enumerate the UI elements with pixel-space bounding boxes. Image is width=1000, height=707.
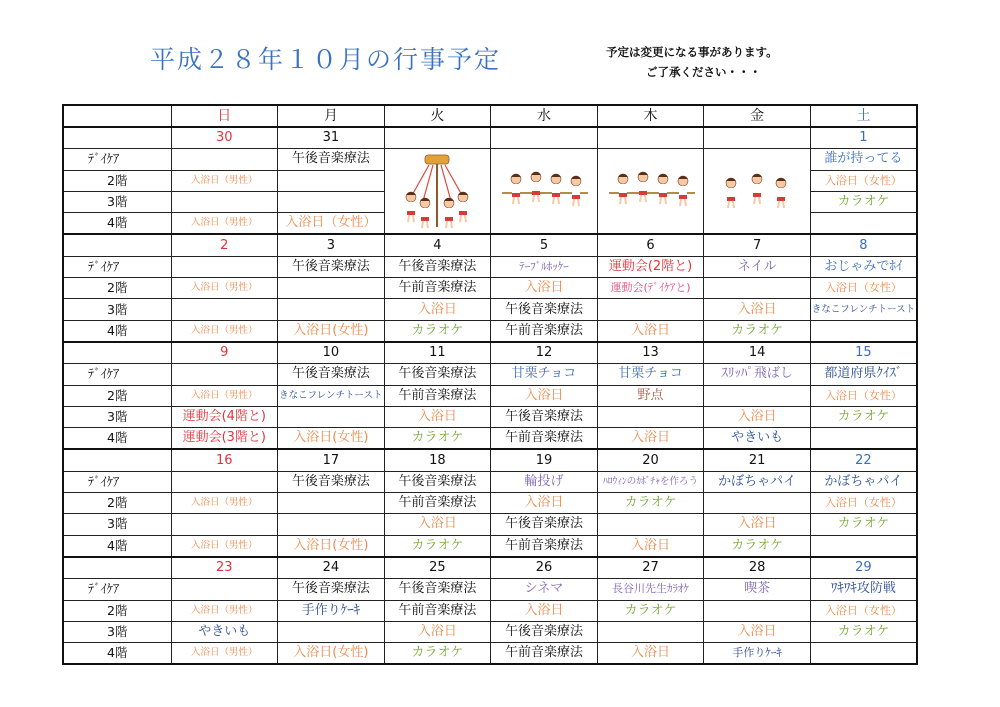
floor-label: 4階 bbox=[63, 643, 171, 665]
date-number: 8 bbox=[810, 234, 917, 256]
schedule-cell: 入浴日(女性) bbox=[278, 535, 385, 557]
schedule-cell: カラオケ bbox=[810, 621, 917, 642]
date-number: 26 bbox=[491, 557, 598, 579]
schedule-cell: 入浴日（男性） bbox=[171, 493, 278, 514]
activity-row bbox=[63, 149, 917, 170]
date-row bbox=[63, 234, 917, 256]
schedule-cell: カラオケ bbox=[810, 406, 917, 427]
activity-row bbox=[63, 385, 917, 406]
floor-label: 2階 bbox=[63, 170, 171, 191]
schedule-cell: 入浴日（男性） bbox=[171, 170, 278, 191]
schedule-cell: 長谷川先生ｶﾗｵｹ bbox=[597, 579, 704, 600]
date-number: 3 bbox=[278, 234, 385, 256]
date-number: 9 bbox=[171, 342, 278, 364]
schedule-cell: ﾊﾛｳｨﾝのｶﾎﾞﾁｬを作ろう bbox=[597, 471, 704, 492]
schedule-cell bbox=[704, 600, 811, 621]
schedule-cell: 午前音楽療法 bbox=[384, 385, 491, 406]
floor-label: ﾃﾞｲｹｱ bbox=[63, 579, 171, 600]
schedule-cell: カラオケ bbox=[810, 191, 917, 212]
schedule-cell bbox=[171, 514, 278, 535]
activity-row bbox=[63, 579, 917, 600]
activity-row bbox=[63, 643, 917, 665]
schedule-cell bbox=[171, 471, 278, 492]
schedule-cell: やきいも bbox=[171, 621, 278, 642]
maypole-dance-icon bbox=[384, 149, 491, 235]
schedule-cell bbox=[278, 278, 385, 299]
schedule-cell: 入浴日（男性） bbox=[171, 535, 278, 557]
date-number: 23 bbox=[171, 557, 278, 579]
activity-row bbox=[63, 600, 917, 621]
date-number bbox=[491, 127, 598, 149]
schedule-cell: 入浴日 bbox=[704, 514, 811, 535]
schedule-cell: やきいも bbox=[704, 428, 811, 450]
schedule-cell: シネマ bbox=[491, 579, 598, 600]
schedule-cell: 入浴日（女性） bbox=[810, 385, 917, 406]
schedule-cell: 午後音楽療法 bbox=[491, 299, 598, 320]
schedule-cell: 運動会(3階と) bbox=[171, 428, 278, 450]
schedule-cell bbox=[704, 385, 811, 406]
activity-row bbox=[63, 428, 917, 450]
schedule-cell: 喫茶 bbox=[704, 579, 811, 600]
date-number bbox=[384, 127, 491, 149]
schedule-cell bbox=[810, 320, 917, 342]
floor-label: 3階 bbox=[63, 406, 171, 427]
schedule-cell: 午後音楽療法 bbox=[384, 579, 491, 600]
date-row-spacer bbox=[63, 449, 171, 471]
date-row bbox=[63, 127, 917, 149]
date-number: 13 bbox=[597, 342, 704, 364]
floor-label: 3階 bbox=[63, 191, 171, 212]
schedule-cell bbox=[597, 406, 704, 427]
date-number: 20 bbox=[597, 449, 704, 471]
schedule-cell: 入浴日（男性） bbox=[171, 643, 278, 665]
date-number: 22 bbox=[810, 449, 917, 471]
notice-line-2: ご了承ください・・・ bbox=[646, 65, 761, 79]
schedule-cell: 午後音楽療法 bbox=[278, 149, 385, 170]
activity-row bbox=[63, 320, 917, 342]
schedule-cell: 午前音楽療法 bbox=[491, 320, 598, 342]
schedule-cell: 野点 bbox=[597, 385, 704, 406]
schedule-cell: 午後音楽療法 bbox=[491, 621, 598, 642]
date-row bbox=[63, 557, 917, 579]
schedule-cell: 午前音楽療法 bbox=[384, 493, 491, 514]
schedule-cell: 入浴日 bbox=[597, 428, 704, 450]
schedule-cell: カラオケ bbox=[384, 643, 491, 665]
schedule-cell: ネイル bbox=[704, 256, 811, 277]
schedule-cell: 午前音楽療法 bbox=[491, 535, 598, 557]
schedule-cell bbox=[597, 299, 704, 320]
floor-label: 3階 bbox=[63, 514, 171, 535]
weekday-label: 月 bbox=[278, 105, 385, 127]
schedule-cell: 運動会(2階と) bbox=[597, 256, 704, 277]
schedule-cell: 入浴日（男性） bbox=[171, 278, 278, 299]
schedule-table bbox=[62, 104, 918, 665]
date-number: 24 bbox=[278, 557, 385, 579]
date-number: 5 bbox=[491, 234, 598, 256]
date-number: 2 bbox=[171, 234, 278, 256]
date-number: 1 bbox=[810, 127, 917, 149]
schedule-cell bbox=[278, 406, 385, 427]
schedule-cell bbox=[810, 213, 917, 235]
floor-label: 2階 bbox=[63, 385, 171, 406]
floor-label: 2階 bbox=[63, 600, 171, 621]
schedule-cell: 入浴日(女性) bbox=[278, 643, 385, 665]
schedule-cell: 都道府県ｸｲｽﾞ bbox=[810, 364, 917, 385]
schedule-cell: 入浴日 bbox=[704, 299, 811, 320]
activity-row bbox=[63, 406, 917, 427]
schedule-cell: かぼちゃパイ bbox=[704, 471, 811, 492]
schedule-cell: 入浴日 bbox=[384, 514, 491, 535]
date-number: 18 bbox=[384, 449, 491, 471]
schedule-cell bbox=[171, 149, 278, 170]
date-number: 7 bbox=[704, 234, 811, 256]
activity-row bbox=[63, 471, 917, 492]
date-number: 25 bbox=[384, 557, 491, 579]
activity-row bbox=[63, 256, 917, 277]
floor-label: 4階 bbox=[63, 535, 171, 557]
schedule-cell: カラオケ bbox=[597, 493, 704, 514]
schedule-cell: 入浴日 bbox=[491, 493, 598, 514]
schedule-cell: 入浴日（女性） bbox=[278, 213, 385, 235]
schedule-cell: 午後音楽療法 bbox=[278, 256, 385, 277]
change-notice bbox=[606, 42, 778, 82]
floor-label: ﾃﾞｲｹｱ bbox=[63, 149, 171, 170]
schedule-cell: きなこフレンチトースト bbox=[810, 299, 917, 320]
schedule-cell bbox=[171, 579, 278, 600]
date-row-spacer bbox=[63, 234, 171, 256]
date-row-spacer bbox=[63, 342, 171, 364]
schedule-cell: 入浴日 bbox=[491, 600, 598, 621]
schedule-cell: 入浴日 bbox=[384, 621, 491, 642]
schedule-cell: 甘栗チョコ bbox=[491, 364, 598, 385]
date-number: 12 bbox=[491, 342, 598, 364]
date-number: 11 bbox=[384, 342, 491, 364]
activity-row bbox=[63, 278, 917, 299]
schedule-cell: 入浴日（男性） bbox=[171, 213, 278, 235]
schedule-cell: 入浴日 bbox=[384, 299, 491, 320]
date-number: 10 bbox=[278, 342, 385, 364]
weekday-label: 金 bbox=[704, 105, 811, 127]
floor-label: 4階 bbox=[63, 320, 171, 342]
schedule-cell: 午前音楽療法 bbox=[491, 428, 598, 450]
schedule-cell: 入浴日(女性) bbox=[278, 428, 385, 450]
schedule-cell: かぼちゃパイ bbox=[810, 471, 917, 492]
schedule-cell bbox=[810, 643, 917, 665]
weekday-label: 火 bbox=[384, 105, 491, 127]
date-number: 16 bbox=[171, 449, 278, 471]
date-number: 4 bbox=[384, 234, 491, 256]
schedule-cell: 入浴日（男性） bbox=[171, 385, 278, 406]
date-number: 29 bbox=[810, 557, 917, 579]
schedule-cell bbox=[704, 278, 811, 299]
notice-line-1: 予定は変更になる事があります。 bbox=[606, 45, 778, 59]
schedule-cell: カラオケ bbox=[597, 600, 704, 621]
date-number bbox=[597, 127, 704, 149]
schedule-cell: カラオケ bbox=[384, 320, 491, 342]
schedule-cell: 入浴日 bbox=[597, 535, 704, 557]
weekday-label: 日 bbox=[171, 105, 278, 127]
schedule-cell bbox=[278, 493, 385, 514]
schedule-cell: 入浴日（女性） bbox=[810, 170, 917, 191]
floor-label: 2階 bbox=[63, 493, 171, 514]
schedule-cell: 午前音楽療法 bbox=[384, 278, 491, 299]
schedule-cell: 入浴日（女性） bbox=[810, 493, 917, 514]
schedule-cell bbox=[810, 535, 917, 557]
weekday-label: 土 bbox=[810, 105, 917, 127]
tug-of-war-icon bbox=[491, 149, 598, 235]
date-number: 14 bbox=[704, 342, 811, 364]
schedule-cell: 午後音楽療法 bbox=[491, 514, 598, 535]
schedule-cell: カラオケ bbox=[704, 320, 811, 342]
schedule-cell: きなこフレンチトースト bbox=[278, 385, 385, 406]
schedule-cell: 入浴日（男性） bbox=[171, 320, 278, 342]
schedule-cell bbox=[704, 493, 811, 514]
floor-label: 3階 bbox=[63, 621, 171, 642]
weekday-label: 水 bbox=[491, 105, 598, 127]
floor-label: ﾃﾞｲｹｱ bbox=[63, 364, 171, 385]
schedule-cell: 入浴日 bbox=[384, 406, 491, 427]
schedule-cell: カラオケ bbox=[704, 535, 811, 557]
floor-label: ﾃﾞｲｹｱ bbox=[63, 471, 171, 492]
activity-row bbox=[63, 514, 917, 535]
schedule-cell: 輪投げ bbox=[491, 471, 598, 492]
schedule-cell: 誰が持ってる bbox=[810, 149, 917, 170]
schedule-cell: 甘栗チョコ bbox=[597, 364, 704, 385]
schedule-cell bbox=[597, 514, 704, 535]
weekday-label: 木 bbox=[597, 105, 704, 127]
floor-label: 4階 bbox=[63, 428, 171, 450]
date-number: 31 bbox=[278, 127, 385, 149]
activity-row bbox=[63, 621, 917, 642]
date-number: 27 bbox=[597, 557, 704, 579]
floor-label: 2階 bbox=[63, 278, 171, 299]
relay-race-icon bbox=[704, 149, 811, 235]
schedule-cell: 入浴日（女性） bbox=[810, 600, 917, 621]
schedule-cell bbox=[278, 170, 385, 191]
date-row-spacer bbox=[63, 127, 171, 149]
schedule-cell: 午後音楽療法 bbox=[384, 364, 491, 385]
date-number: 17 bbox=[278, 449, 385, 471]
schedule-cell: 入浴日(女性) bbox=[278, 320, 385, 342]
schedule-cell: 午後音楽療法 bbox=[491, 406, 598, 427]
date-row-spacer bbox=[63, 557, 171, 579]
schedule-cell bbox=[171, 299, 278, 320]
schedule-cell bbox=[810, 428, 917, 450]
schedule-cell bbox=[171, 256, 278, 277]
date-number: 28 bbox=[704, 557, 811, 579]
date-number: 21 bbox=[704, 449, 811, 471]
date-number bbox=[704, 127, 811, 149]
schedule-cell: カラオケ bbox=[810, 514, 917, 535]
schedule-cell: 手作りｹｰｷ bbox=[278, 600, 385, 621]
schedule-cell: 午後音楽療法 bbox=[278, 364, 385, 385]
schedule-cell: 運動会(ﾃﾞｲｹｱと) bbox=[597, 278, 704, 299]
date-number: 19 bbox=[491, 449, 598, 471]
schedule-cell: おじゃみでﾎｲ bbox=[810, 256, 917, 277]
schedule-cell: 午後音楽療法 bbox=[384, 256, 491, 277]
schedule-cell: カラオケ bbox=[384, 535, 491, 557]
schedule-cell: 午前音楽療法 bbox=[384, 600, 491, 621]
schedule-cell: 入浴日（女性） bbox=[810, 278, 917, 299]
date-row bbox=[63, 342, 917, 364]
schedule-cell: 入浴日 bbox=[597, 320, 704, 342]
weekday-header-row bbox=[63, 105, 917, 127]
activity-row bbox=[63, 493, 917, 514]
schedule-cell: 入浴日 bbox=[491, 385, 598, 406]
schedule-cell: 入浴日（男性） bbox=[171, 600, 278, 621]
schedule-cell: ｽﾘｯﾊﾟ飛ばし bbox=[704, 364, 811, 385]
floor-label: ﾃﾞｲｹｱ bbox=[63, 256, 171, 277]
schedule-cell: 入浴日 bbox=[704, 621, 811, 642]
schedule-cell: ﾜｷﾜｷ攻防戦 bbox=[810, 579, 917, 600]
activity-row bbox=[63, 299, 917, 320]
tug-of-war-icon bbox=[597, 149, 704, 235]
schedule-cell: 手作りｹｰｷ bbox=[704, 643, 811, 665]
date-row bbox=[63, 449, 917, 471]
schedule-cell bbox=[278, 514, 385, 535]
schedule-cell: 入浴日 bbox=[491, 278, 598, 299]
date-number: 6 bbox=[597, 234, 704, 256]
schedule-cell bbox=[597, 621, 704, 642]
date-number: 30 bbox=[171, 127, 278, 149]
schedule-cell bbox=[278, 191, 385, 212]
schedule-cell bbox=[278, 299, 385, 320]
page-title: 平成２８年１０月の行事予定 bbox=[150, 45, 502, 74]
schedule-cell: 運動会(4階と) bbox=[171, 406, 278, 427]
schedule-cell: 午後音楽療法 bbox=[384, 471, 491, 492]
schedule-cell bbox=[278, 621, 385, 642]
schedule-cell: 午後音楽療法 bbox=[278, 579, 385, 600]
schedule-cell: 入浴日 bbox=[704, 406, 811, 427]
schedule-cell: 入浴日 bbox=[597, 643, 704, 665]
activity-row bbox=[63, 364, 917, 385]
floor-label: 4階 bbox=[63, 213, 171, 235]
activity-row bbox=[63, 535, 917, 557]
schedule-cell: 午前音楽療法 bbox=[491, 643, 598, 665]
schedule-cell: ﾃｰﾌﾞﾙﾎｯｹｰ bbox=[491, 256, 598, 277]
date-number: 15 bbox=[810, 342, 917, 364]
schedule-cell: 午後音楽療法 bbox=[278, 471, 385, 492]
schedule-cell bbox=[171, 364, 278, 385]
floor-label: 3階 bbox=[63, 299, 171, 320]
corner-cell bbox=[63, 105, 171, 127]
schedule-cell: カラオケ bbox=[384, 428, 491, 450]
schedule-cell bbox=[171, 191, 278, 212]
